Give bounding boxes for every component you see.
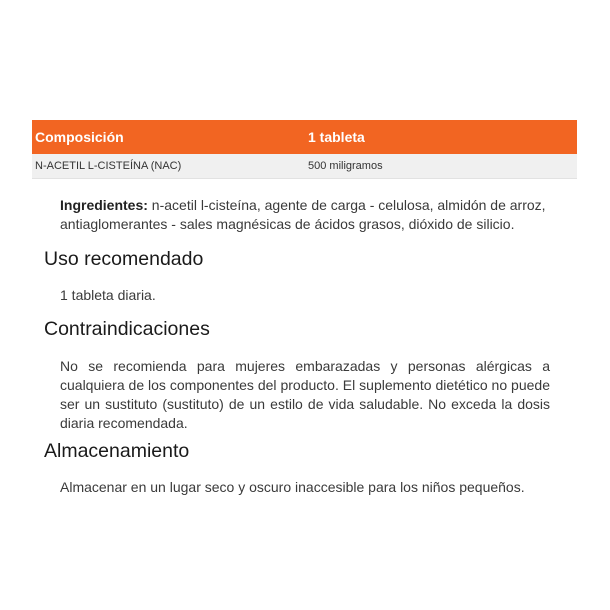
section-text-usage: 1 tableta diaria.: [60, 287, 156, 303]
table-row: [32, 154, 577, 179]
section-text-contraindications: No se recomienda para mujeres embarazadas y personas alérgicas a cualquiera de los componentes del producto. El suplemento dietético no puede ser un sustituto (sustituto) de un estilo de vida saludable. No exceda la dosis diaria recomendada.: [60, 358, 550, 431]
composition-table: [32, 120, 577, 179]
section-title-contraindications: Contraindicaciones: [44, 318, 210, 340]
header-amount: 1 tableta: [308, 129, 365, 145]
composition-table-header: [32, 120, 577, 154]
section-text-storage: Almacenar en un lugar seco y oscuro inaccesible para los niños pequeños.: [60, 479, 525, 495]
ingredients-paragraph: [60, 196, 555, 234]
row-ingredient-name: N-ACETIL L-CISTEÍNA (NAC): [35, 160, 182, 172]
header-composition: Composición: [35, 129, 124, 145]
row-ingredient-amount: 500 miligramos: [308, 160, 383, 172]
ingredients-text: n-acetil l-cisteína, agente de carga - celulosa, almidón de arroz, antiaglomerantes - sales magnésicas de ácidos grasos, dióxido de silicio.: [60, 197, 546, 232]
section-title-usage: Uso recomendado: [44, 248, 204, 270]
ingredients-label: Ingredientes:: [60, 197, 148, 213]
section-title-storage: Almacenamiento: [44, 440, 190, 462]
